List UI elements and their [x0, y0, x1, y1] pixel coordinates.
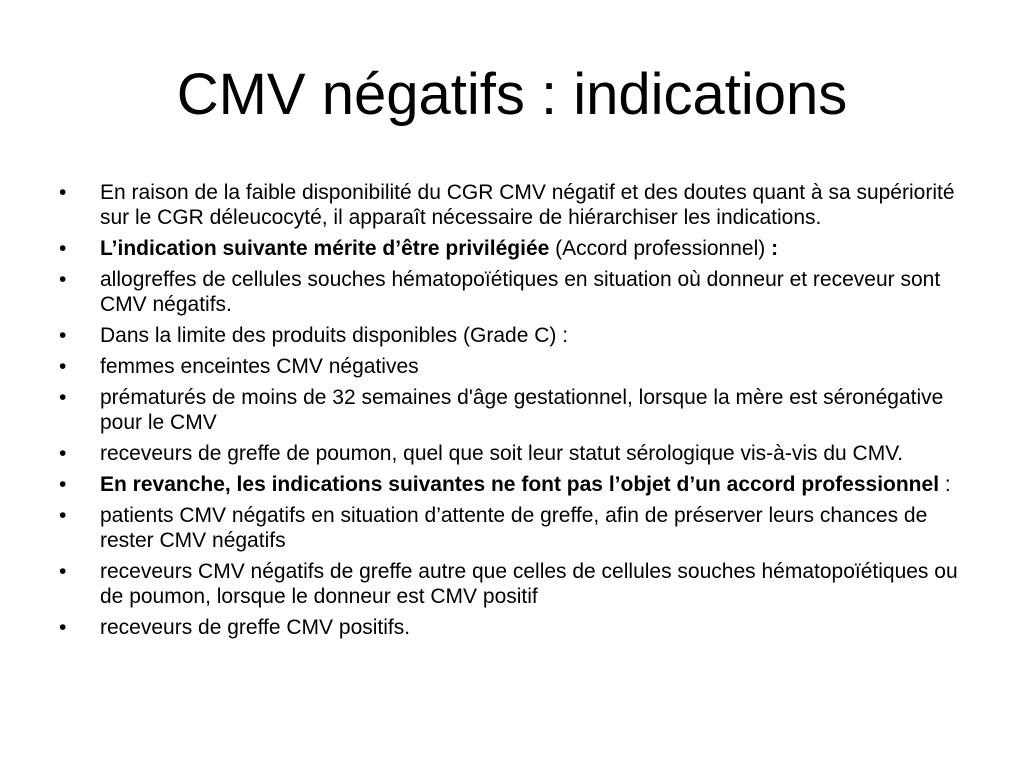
bullet-icon: • — [59, 616, 67, 639]
bullet-text: En raison de la faible disponibilité du CGR CMV négatif et des doutes quant à sa supériorité sur le CGR déleucocyté, il apparaît nécessaire de hiérarchiser les indications. — [100, 181, 955, 229]
bullet-text: receveurs CMV négatifs de greffe autre que celles de cellules souches hématopoïétiques ou de poumon, lorsque le donneur est CMV positif — [100, 560, 958, 608]
bullet-item — [55, 354, 975, 379]
bullet-item — [55, 385, 975, 435]
bullet-item — [55, 559, 975, 609]
bullet-item — [55, 323, 975, 348]
bullet-icon: • — [59, 268, 67, 291]
bullet-icon: • — [59, 473, 67, 496]
bullet-icon: • — [59, 181, 67, 204]
bullet-item — [55, 472, 975, 497]
bullet-text: (Accord professionnel) — [549, 237, 772, 260]
bullet-item — [55, 615, 975, 640]
bullet-icon: • — [59, 355, 67, 378]
bullet-item — [55, 236, 975, 261]
bullet-text: prématurés de moins de 32 semaines d'âge gestationnel, lorsque la mère est séronégative pour le CMV — [100, 386, 944, 434]
bullet-text: femmes enceintes CMV négatives — [100, 355, 419, 378]
bullet-item — [55, 267, 975, 317]
bullet-text: allogreffes de cellules souches hématopoïétiques en situation où donneur et receveur sont CMV négatifs. — [100, 268, 941, 316]
bullet-icon: • — [59, 324, 67, 347]
bullet-bold-text: L’indication suivante mérite d’être privilégiée — [100, 237, 550, 260]
bullet-text: receveurs de greffe de poumon, quel que soit leur statut sérologique vis-à-vis du CMV. — [100, 442, 904, 465]
bullet-text: receveurs de greffe CMV positifs. — [100, 616, 411, 639]
bullet-icon: • — [59, 560, 67, 583]
bullet-item — [55, 180, 975, 230]
bullet-bold-tail: : — [771, 237, 779, 260]
bullet-text: : — [939, 473, 951, 496]
slide-title: CMV négatifs : indications — [176, 62, 848, 127]
bullet-icon: • — [59, 237, 67, 260]
bullet-item — [55, 441, 975, 466]
bullet-icon: • — [59, 386, 67, 409]
bullet-icon: • — [59, 442, 67, 465]
bullet-text: patients CMV négatifs en situation d’attente de greffe, afin de préserver leurs chances de rester CMV négatifs — [100, 504, 928, 552]
bullet-icon: • — [59, 504, 67, 527]
bullet-list — [55, 180, 975, 646]
bullet-bold-text: En revanche, les indications suivantes ne font pas l’objet d’un accord professionnel — [100, 473, 940, 496]
bullet-text: Dans la limite des produits disponibles (Grade C) : — [100, 324, 569, 347]
bullet-item — [55, 503, 975, 553]
